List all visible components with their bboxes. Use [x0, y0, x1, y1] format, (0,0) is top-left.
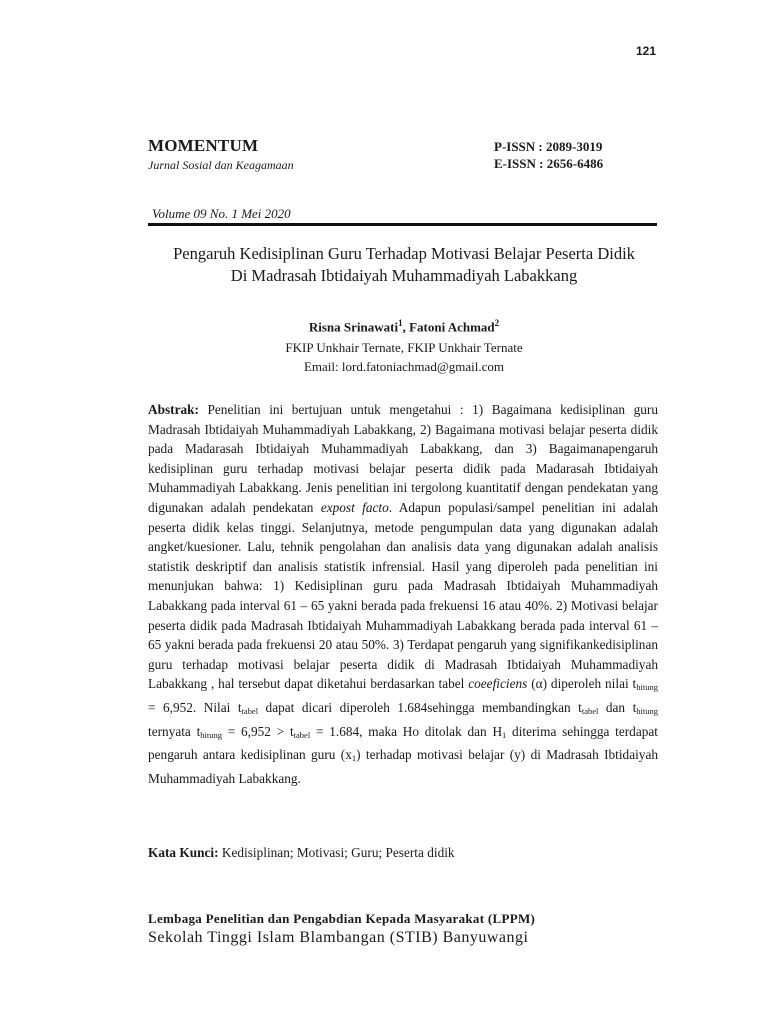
author-list [120, 318, 688, 335]
author-1: Risna Srinawati [308, 319, 399, 335]
abstract-text-2: . Adapun populasi/sampel penelitian ini adalah peserta didik kelas tinggi. Selanjutnya, metode pengumpulan data yang digunakan adalah angket/kuesioner. Lalu, tehnik pengolahan dan analisis data yang digunakan adalah analisis statistik deskriptif dan analisis statistik infrensial. Hasil yang diperoleh pada penelitian ini menunjukan bahwa: 1) Kedisiplinan guru pada Madrasah Ibtidaiyah Muhammadiyah Labakkang pada interval 61 – 65 yakni berada pada frekuensi 16 atau 40%. 2) Motivasi belajar peserta didik pada Madrasah Ibtidaiyah Muhammadiyah Labakkang berada pada interval 61 – 65 yakni berada pada frekuensi 20 atau 50%. 3) Terdapat pengaruh yang signifikankedisiplinan guru terhadap motivasi belajar peserta didik di Madrasah Ibtidaiyah Muhammadiyah Labakkang , hal tersebut dapat diketahui berdasarkan tabel [148, 499, 658, 692]
journal-subtitle: Jurnal Sosial dan Keagamaan [148, 158, 294, 172]
author-separator: , [402, 319, 410, 335]
abstract-text-3: (α) diperoleh nilai t [527, 676, 637, 692]
abstract-text-7: ternyata t [148, 723, 201, 739]
sub-x1: 1 [351, 753, 357, 764]
sub-tabel-2: tabel [581, 705, 599, 716]
abstract-text-9: = 1.684, maka Ho ditolak dan H [310, 723, 503, 739]
sub-tabel-3: tabel [293, 729, 311, 740]
affiliation: FKIP Unkhair Ternate, FKIP Unkhair Ternate [285, 340, 523, 355]
title-line-1: Pengaruh Kedisiplinan Guru Terhadap Motivasi Belajar Peserta Didik [173, 244, 635, 263]
abstract-text-11: ) terhadap motivasi belajar (y) di Madrasah Ibtidaiyah Muhammadiyah Labakkang. [148, 747, 659, 786]
footer-institution: Lembaga Penelitian dan Pengabdian Kepada Masyarakat (LPPM) [148, 911, 536, 926]
sub-tabel-1: tabel [241, 705, 259, 716]
author-2-sup: 2 [494, 318, 500, 328]
keywords-text: Kedisiplinan; Motivasi; Guru; Peserta didik [218, 845, 455, 860]
title-line-2: Di Madrasah Ibtidaiyah Muhammadiyah Labakkang [230, 266, 578, 285]
footer-school: Sekolah Tinggi Islam Blambangan (STIB) Banyuwangi [148, 929, 529, 946]
p-issn: P-ISSN : 2089-3019 [494, 139, 603, 154]
email: Email: lord.fatoniachmad@gmail.com [303, 359, 505, 374]
sub-hitung-3: hitung [200, 729, 223, 740]
keywords-label: Kata Kunci: [148, 845, 219, 860]
abstract-text-10: diterima sehingga terdapat pengaruh antara kedisiplinan guru (x [148, 723, 658, 763]
header-rule [148, 223, 657, 226]
journal-name: MOMENTUM [148, 136, 259, 155]
e-issn: E-ISSN : 2656-6486 [494, 156, 604, 171]
abstract-text-4: = 6,952. Nilai t [148, 699, 242, 715]
abstract-text-8: = 6,952 > t [222, 723, 294, 739]
abstract-italic-2: coeeficiens [468, 676, 528, 692]
sub-h1: 1 [502, 729, 507, 740]
abstract-label: Abstrak: [148, 402, 199, 417]
abstract-text-5: dapat dicari diperoleh 1.684sehingga membandingkan t [258, 699, 582, 715]
author-1-sup: 1 [398, 318, 403, 328]
issn-block [494, 138, 603, 172]
abstract-text-1: Penelitian ini bertujuan untuk mengetahui : 1) Bagaimana kedisiplinan guru Madrasah Ibtidaiyah Muhammadiyah Labakkang, 2) Bagaimana motivasi belajar peserta didik pada Madarasah Ibtidaiyah Muhammadiyah Labakkang, dan 3) Bagaimanapengaruh kedisiplinan guru terhadap motivasi belajar peserta didik pada Madarasah Ibtidaiyah Muhammadiyah Labakkang. Jenis penelitian ini tergolong kuantitatif dengan pendekatan yang digunakan adalah pendekatan [148, 402, 658, 515]
keywords [148, 845, 455, 861]
page-number: 121 [635, 44, 656, 58]
sub-hitung-2: hitung [636, 705, 659, 716]
author-2: Fatoni Achmad [409, 319, 495, 335]
volume-info: Volume 09 No. 1 Mei 2020 [152, 206, 291, 221]
abstract [148, 400, 658, 788]
article-title [120, 243, 688, 287]
abstract-text-6: dan t [598, 699, 637, 715]
sub-hitung-1: hitung [636, 682, 658, 693]
abstract-italic-1: expost facto [320, 499, 389, 515]
